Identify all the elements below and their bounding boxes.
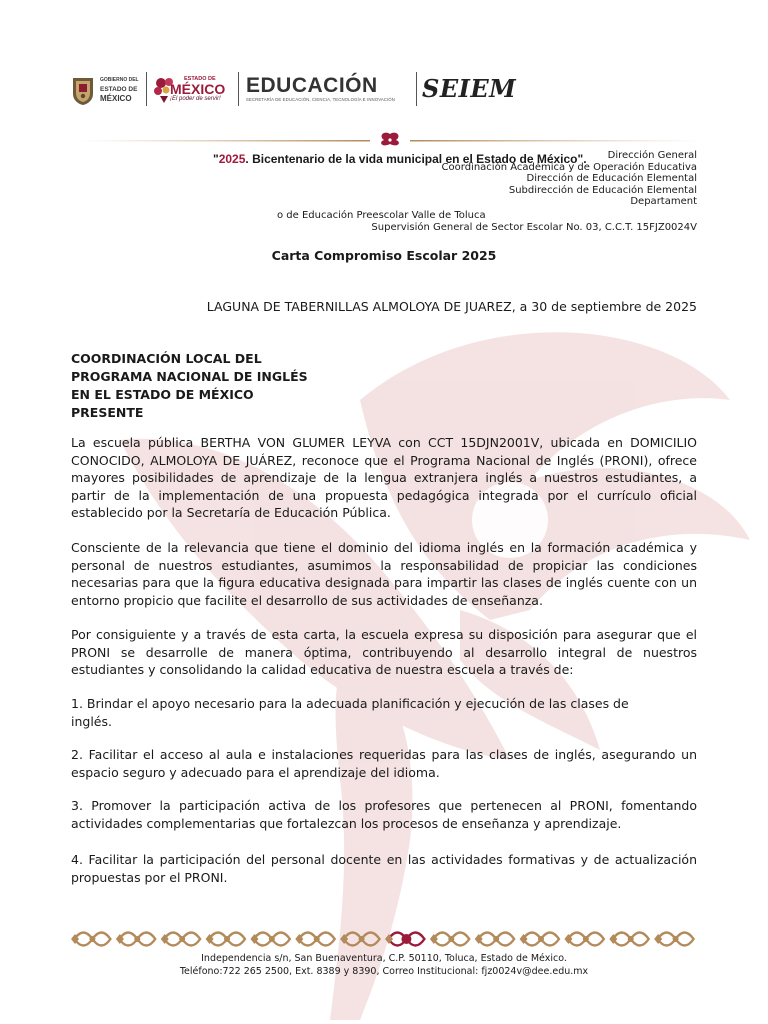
edomex-slogan: ¡El poder de servir!	[170, 96, 221, 102]
body-paragraph: La escuela pública BERTHA VON GLUMER LEYVA con CCT 15DJN2001V, ubicada en DOMICILIO CONOCIDO, ALMOLOYA DE JUÁREZ, reconoce que el Programa Nacional de Inglés (PRONI), ofrece mayores posibilidades de aprendizaje de la lengua extranjera inglés a nuestros estudiantes, a partir de la implementación de una propuesta pedagógica integrada por el currículo oficial establecido por la Secretaría de Educación Pública.	[71, 435, 697, 520]
body-paragraph: Consciente de la relevancia que tiene el dominio del idioma inglés en la formación académica y personal de nuestros estudiantes, asumimos la responsabilidad de propiciar las condiciones necesarias para que la figura educativa designada para impartir las clases de inglés cuente con un entorno propicio que facilite el desarrollo de sus actividades de enseñanza.	[71, 540, 697, 608]
department-block	[442, 150, 697, 208]
footer-ornament-motif	[340, 933, 379, 946]
department-line: Dirección de Educación Elemental	[526, 173, 697, 185]
motto-text: . Bicentenario de la vida municipal en el Estado de México".	[245, 152, 587, 166]
footer-ornament-motif	[385, 933, 424, 946]
footer-ornament-motif	[564, 933, 603, 946]
footer-ornament-motif	[609, 933, 648, 946]
addressee-line: COORDINACIÓN LOCAL DEL	[71, 351, 262, 366]
educacion-title: EDUCACIÓN	[246, 74, 378, 97]
gobierno-line2: ESTADO DE	[100, 86, 138, 93]
footer-ornament-motif	[206, 933, 245, 946]
body-paragraph: Por consiguiente y a través de esta carta, la escuela expresa su disposición para asegurar que el PRONI se desarrolle de manera óptima, contribuyendo al desarrollo integral de nuestros estudiantes y consolidando la calidad educativa de nuestra escuela a través de:	[71, 627, 697, 677]
addressee-line: PRESENTE	[71, 405, 144, 420]
footer-address: Independencia s/n, San Buenaventura, C.P. 50110, Toluca, Estado de México.	[201, 953, 567, 964]
document-title: Carta Compromiso Escolar 2025	[271, 248, 497, 263]
gobierno-text	[100, 76, 139, 103]
place-and-date: LAGUNA DE TABERNILLAS ALMOLOYA DE JUAREZ, a 30 de septiembre de 2025	[206, 299, 697, 314]
footer-ornament-motif	[161, 933, 200, 946]
addressee-block	[71, 350, 308, 422]
motto-year: 2025	[218, 152, 246, 166]
footer-ornament-motif	[430, 933, 469, 946]
state-seal-icon	[70, 74, 96, 106]
commitment-item: 2. Facilitar el acceso al aula e instalaciones requeridas para las clases de inglés, asegurando un espacio seguro y adecuado para el aprendizaje del idioma.	[71, 747, 697, 780]
footer-ornament-motif	[654, 933, 693, 946]
header-divider-ornament	[80, 130, 700, 152]
gobierno-line1: GOBIERNO DEL	[100, 77, 139, 83]
footer-ornament-motif	[295, 933, 334, 946]
educacion-subtitle: SECRETARÍA DE EDUCACIÓN, CIENCIA, TECNOLOGÍA E INNOVACIÓN	[246, 97, 395, 102]
edomex-text	[170, 76, 225, 102]
footer	[0, 953, 768, 978]
footer-ornament-band	[70, 924, 698, 954]
logo-separator	[146, 72, 147, 106]
gobierno-line3: MÉXICO	[100, 94, 132, 103]
letterhead	[70, 68, 710, 112]
footer-ornament-motif	[116, 933, 155, 946]
department-line: Coordinación Académica y de Operación Educativa	[441, 161, 697, 173]
seiem-logo: SEIEM	[422, 74, 517, 103]
department-line: Dirección General	[607, 150, 697, 161]
edomex-line1: ESTADO DE	[184, 76, 216, 82]
logo-separator	[238, 72, 239, 106]
footer-ornament-motif	[71, 933, 110, 946]
department-line: Departament	[630, 196, 697, 208]
footer-ornament-motif	[475, 933, 514, 946]
addressee-line: PROGRAMA NACIONAL DE INGLÉS	[71, 369, 308, 384]
addressee-line: EN EL ESTADO DE MÉXICO	[71, 387, 254, 402]
motto-quote: "	[213, 152, 219, 166]
commitment-item: 3. Promover la participación activa de los profesores que pertenecen al PRONI, fomentando actividades complementarias que fortalezcan los procesos de enseñanza y aprendizaje.	[71, 798, 697, 831]
logo-separator	[416, 72, 417, 106]
department-line: Subdirección de Educación Elemental	[508, 184, 697, 196]
footer-ornament-motif	[520, 933, 559, 946]
footer-ornament-motif	[250, 933, 289, 946]
edomex-line2: MÉXICO	[170, 81, 226, 97]
supervision-line: Supervisión General de Sector Escolar No. 03, C.C.T. 15FJZ0024V	[371, 222, 697, 233]
department-line-left: o de Educación Preescolar Valle de Toluca	[277, 210, 486, 221]
commitment-item: 1. Brindar el apoyo necesario para la adecuada planificación y ejecución de las clases de inglés.	[71, 696, 629, 729]
footer-contact: Teléfono:722 265 2500, Ext. 8389 y 8390, Correo Institucional: fjz0024v@dee.edu.mx	[179, 965, 589, 977]
commitment-item: 4. Facilitar la participación del personal docente en las actividades formativas y de actualización propuestas por el PRONI.	[71, 852, 697, 885]
